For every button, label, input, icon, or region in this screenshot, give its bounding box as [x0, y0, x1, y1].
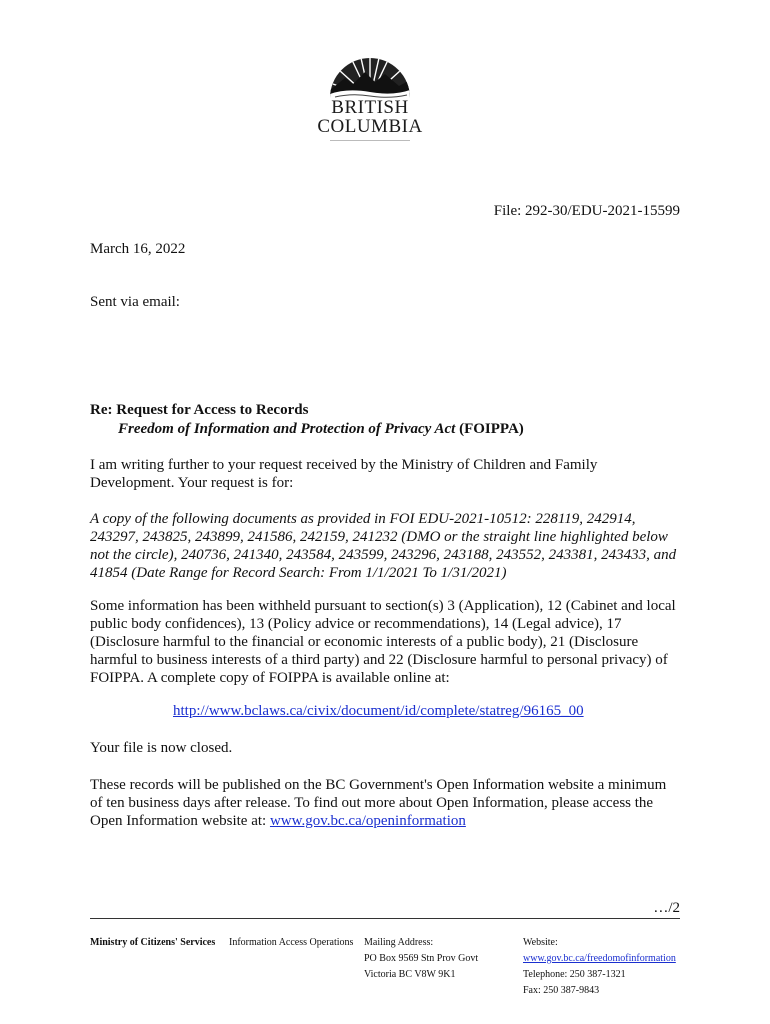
file-closed-paragraph: Your file is now closed.: [90, 740, 233, 756]
foippa-link[interactable]: http://www.bclaws.ca/civix/document/id/complete/statreg/96165_00: [173, 703, 584, 719]
letter-date: March 16, 2022: [90, 241, 186, 257]
publish-paragraph: [90, 776, 680, 830]
website-label: Website:: [523, 937, 558, 948]
mailing-line1: PO Box 9569 Stn Prov Govt: [364, 953, 479, 964]
mailing-line2: Victoria BC V8W 9K1: [364, 969, 456, 980]
subject-line: Re: Request for Access to Records: [90, 402, 309, 418]
intro-paragraph: I am writing further to your request received by the Ministry of Children and Family Development. Your request is for:: [90, 457, 598, 491]
bc-logo: [315, 44, 425, 144]
withheld-paragraph: Some information has been withheld pursuant to section(s) 3 (Application), 12 (Cabinet and local public body confidences), 13 (Policy advice or recommendations), 14 (Legal advice), 17 (Disclosure harmful to the financial or economic interests of a public body), 21 (Disclosure harmful to business interests of a third party) and 22 (Disclosure harmful to personal privacy) of FOIPPA. A complete copy of FOIPPA is available online at:: [90, 598, 676, 686]
subject-block: [90, 401, 524, 439]
bc-sun-mountain-emblem: [327, 44, 413, 100]
logo-text-columbia: COLUMBIA: [317, 116, 423, 137]
website-link[interactable]: www.gov.bc.ca/freedomofinformation: [523, 953, 676, 964]
footer-divider: [90, 918, 680, 919]
footer-ministry: Ministry of Citizens' Services: [90, 937, 216, 948]
mailing-label: Mailing Address:: [364, 937, 434, 948]
file-reference: File: 292-30/EDU-2021-15599: [493, 203, 680, 219]
act-line: [90, 420, 524, 439]
footer-contact: [523, 935, 676, 999]
publish-text: These records will be published on the BC Government's Open Information website a minimum of ten business days after release. To find out more about Open Information, please access the Open Information website at:: [90, 777, 667, 829]
act-name: Freedom of Information and Protection of Privacy Act: [118, 421, 456, 437]
open-information-link[interactable]: www.gov.bc.ca/openinformation: [269, 813, 466, 829]
act-abbrev: (FOIPPA): [455, 421, 524, 437]
footer-mailing-address: [364, 935, 478, 983]
fax: Fax: 250 387-9843: [523, 985, 600, 996]
page-indicator: …/2: [653, 900, 680, 916]
sent-via-line: Sent via email:: [90, 294, 180, 310]
telephone: Telephone: 250 387-1321: [523, 969, 626, 980]
logo-underline: [330, 140, 410, 141]
request-text-paragraph: A copy of the following documents as provided in FOI EDU-2021-10512: 228119, 242914, 243297, 243825, 243899, 241586, 242159, 241232 (DMO or the straight line highlighted below not the circle), 240736, 241340, 243584, 243599, 243296, 243188, 243552, 243381, 243433, and 41854 (Date Range for Record Search: From 1/1/2021 To 1/31/2021): [90, 511, 677, 581]
footer-branch: Information Access Operations: [229, 937, 354, 948]
logo-text-british: BRITISH: [331, 97, 409, 118]
